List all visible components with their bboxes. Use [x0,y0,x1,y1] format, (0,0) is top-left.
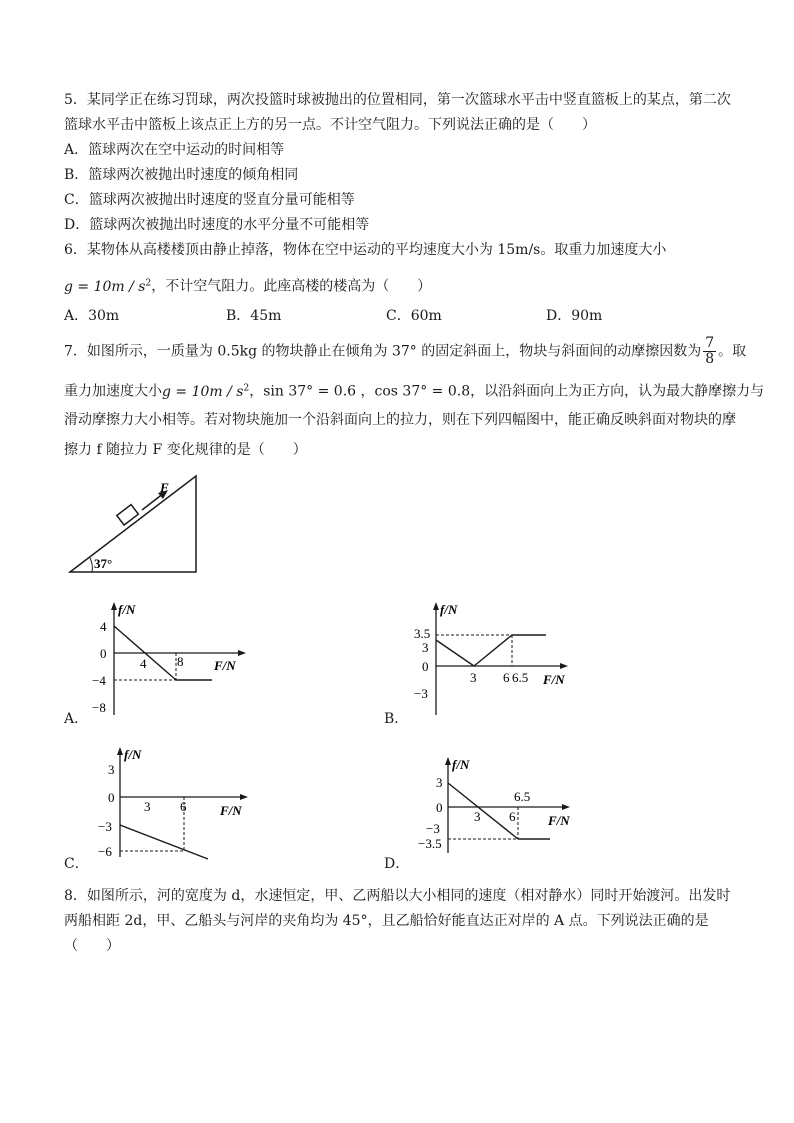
line-segment [448,783,518,839]
y-tick-label: 0 [108,790,115,805]
angle-label: 37° [94,556,113,571]
y-tick-label: −3.5 [418,836,442,851]
x-axis-arrow [238,650,246,656]
x-tick-label: 6 [180,799,187,814]
y-tick-label: 3.5 [414,626,431,641]
q5-option-a: A．篮球两次在空中运动的时间相等 [64,142,285,158]
y-tick-label: −3 [426,821,440,836]
q6-option-b: B．45m [226,308,282,324]
graph-c [80,745,260,863]
y-tick-label: 3 [422,640,429,655]
y-axis-label: f/N [452,757,470,772]
q8-stem-line2: 两船相距 2d，甲、乙船头与河岸的夹角均为 45°，且乙船恰好能直达正对岸的 A 点。下列说法正确的是 [64,913,709,929]
x-axis-label: F/N [548,813,570,828]
y-axis-arrow [433,602,439,610]
graph-b-option-label: B． [384,711,409,727]
q5-option-b: B．篮球两次被抛出时速度的倾角相同 [64,167,299,183]
y-axis-label: f/N [124,747,142,762]
y-tick-label: 4 [100,619,107,634]
x-tick-label: 3 [474,809,481,824]
q6-option-d: D．90m [546,308,603,324]
incline-triangle [70,476,196,572]
incline-diagram [60,472,210,578]
q6-gravity-formula: $g = 10m / s^2$ [64,278,152,295]
x-tick-label: 4 [140,656,147,671]
q6-option-c: C．60m [386,308,442,324]
y-tick-label: −3 [98,819,112,834]
y-tick-label: 0 [436,800,443,815]
q7-stem-line4: 擦力 f 随拉力 F 变化规律的是（ ） [64,442,307,458]
q7-friction-coefficient: $\frac{7}{8}$ [705,335,715,367]
y-tick-label: 0 [422,659,429,674]
line-segment [474,635,512,666]
y-axis-arrow [445,757,451,765]
y-tick-label: −8 [92,700,106,715]
angle-arc [90,558,92,572]
x-axis-label: F/N [220,803,242,818]
graph-b [400,600,580,718]
line-segment [436,640,474,666]
q7-stem-line3: 滑动摩擦力大小相等。若对物块施加一个沿斜面向上的拉力，则在下列四幅图中，能正确反映斜面对物块的摩 [64,412,736,428]
x-axis-label: F/N [543,672,565,687]
x-tick-label: 3 [470,670,477,685]
q5-stem-line2: 篮球水平击中篮板上该点正上方的另一点。不计空气阻力。下列说法正确的是（ ） [64,117,596,133]
y-axis-arrow [111,602,117,610]
y-tick-label: 3 [436,775,443,790]
x-tick-label: 8 [177,654,184,669]
x-tick-label: 6 [509,809,516,824]
x-axis-arrow [560,663,568,669]
graph-d-option-label: D． [384,856,410,872]
y-axis-label: f/N [118,602,136,617]
y-tick-label: −4 [92,673,106,688]
x-tick-label: 3 [144,799,151,814]
graph-a [80,600,250,718]
q6-stem-line2 [64,273,431,297]
force-label: F [160,480,169,495]
q7-gravity-formula: $g = 10m / s^2$ [162,383,250,400]
q5-stem-line1: 5．某同学正在练习罚球，两次投篮时球被抛出的位置相同，第一次篮球水平击中竖直篮板上的某点，第二次 [64,92,731,108]
y-tick-label: −3 [414,686,428,701]
line-segment [120,825,208,859]
x-axis-arrow [562,804,570,810]
x-axis-label: F/N [214,658,236,673]
x-axis-arrow [240,794,248,800]
graph-a-option-label: A． [64,711,89,727]
y-tick-label: −6 [98,844,112,859]
q5-option-d: D．篮球两次被抛出时速度的水平分量不可能相等 [64,217,370,233]
q5-option-c: C．篮球两次被抛出时速度的竖直分量可能相等 [64,192,355,208]
y-axis-label: f/N [440,602,458,617]
y-axis-arrow [117,747,123,755]
x-tick-label: 6 [503,670,510,685]
q8-stem-line1: 8．如图所示，河的宽度为 d，水速恒定，甲、乙两船以大小相同的速度（相对静水）同时开始渡河。出发时 [64,888,731,904]
q7-stem-line1: 7．如图所示，一质量为 0.5kg 的物块静止在倾角为 37° 的固定斜面上，物块与斜面间的动摩擦因数为 $\frac{7}{8}$ 。取 [64,335,747,367]
graph-c-option-label: C． [64,856,89,872]
x-tick-label: 6.5 [514,789,531,804]
y-tick-label: 0 [100,646,107,661]
graph-d [400,755,580,855]
q6-stem-line2-rest: ，不计空气阻力。此座高楼的楼高为（ ） [151,278,432,295]
y-tick-label: 3 [108,762,115,777]
q7-stem-line2: 重力加速度大小$g = 10m / s^2$，sin 37° = 0.6 ，cos 37° = 0.8，以沿斜面向上为正方向，认为最大静摩擦力与 [64,383,765,400]
q6-stem-line1: 6．某物体从高楼楼顶由静止掉落，物体在空中运动的平均速度大小为 15m/s。取重力加速度大小 [64,242,667,258]
q8-stem-line3: （ ） [64,938,120,954]
q6-option-a: A．30m [64,308,120,324]
x-tick-label: 6.5 [512,670,529,685]
